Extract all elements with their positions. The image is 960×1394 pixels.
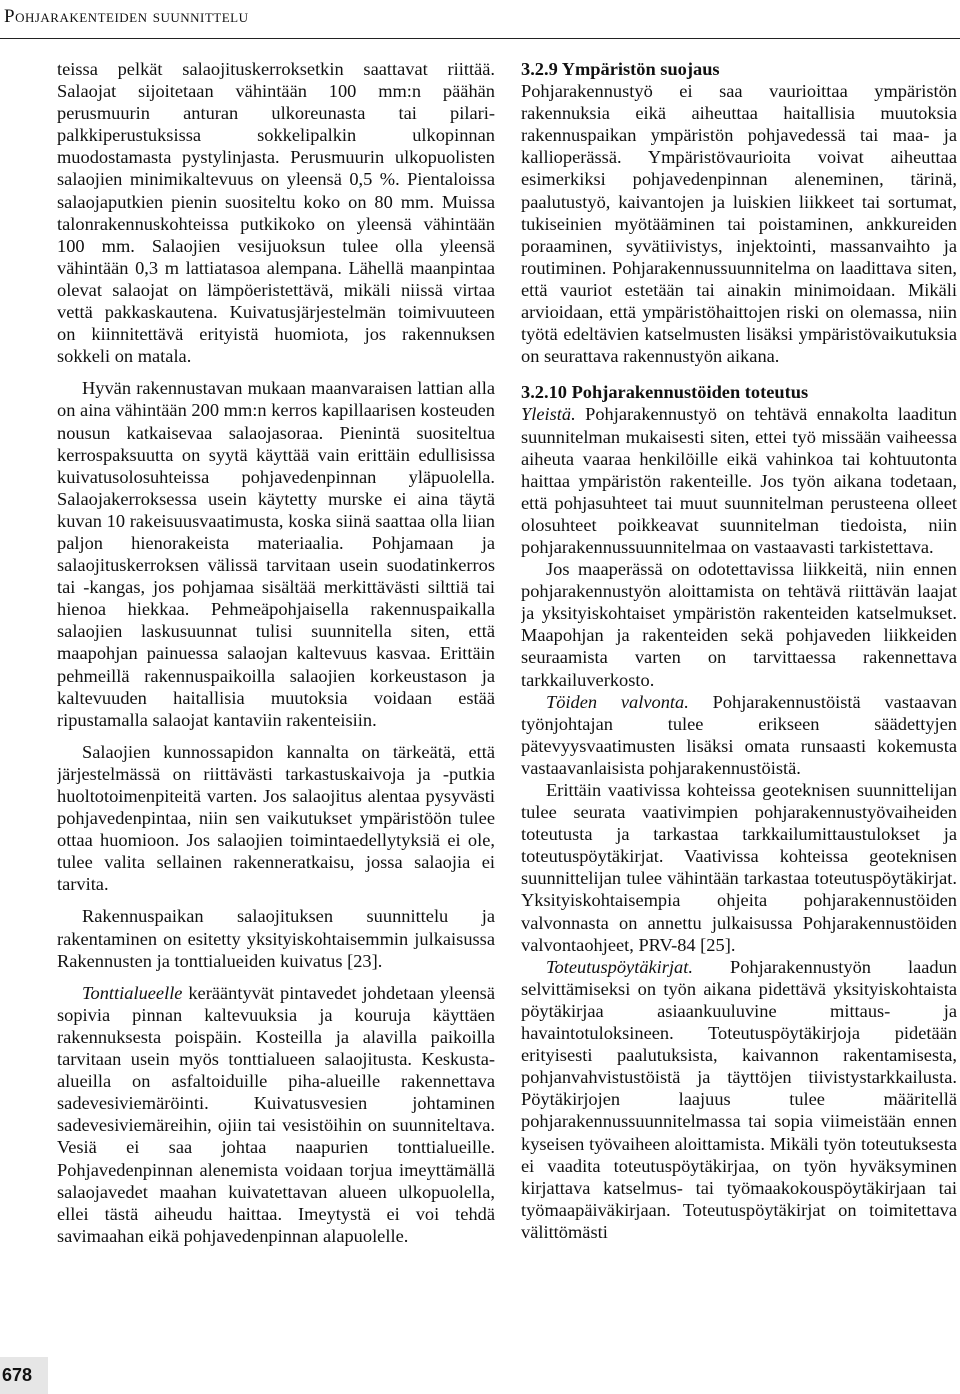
section-heading-3-2-9: 3.2.9 Ympäristön suojaus [521,59,720,79]
right-paragraph-5: Erittäin vaativissa kohteissa geoteknisen suunnittelijan tulee seurata vaativimpien pohjarakennustyövaiheiden toteutusta ja tarkastaa tarkkailumittaustulokset ja toteutuspöytäkirjat. Vaativissa kohteissa geoteknisen suunnittelijan tulee vähintään tarkastaa toteutuspöytäkirjat. Yksityiskohtaisempia ohjeita pohjarakennustöiden valvonnasta on annettu julkaisussa Pohjarakennustöiden valvontaohjeet, PRV-84 [25]. [521,780,957,955]
left-column [57,58,495,1390]
right-paragraph-3: Jos maaperässä on odotettavissa liikkeitä, niin ennen pohjarakennustyön aloittamista on tehtävä riittävän laajat ja yksityiskohtaiset ympäristön rakenteiden katselmukset. Maapohjan ja rakenteiden sekä pohjaveden liikkeiden seuraamista varten on tarvittaessa rakennettava tarkkailuverkosto. [521,559,957,690]
right-paragraph-2-body: Pohjarakennustyö on tehtävä ennakolta laaditun suunnitelman mukaisesti siten, ettei työ missään vaiheessa aiheuta vaaraa henkilöille eikä vahinkoa tai kohtuutonta haittaa ympäristön rakenteille. Jos työn aikana todetaan, että pohjasuhteet tai muut suunnitelman perusteena olleet olosuhteet poikkeavat suunnitelman tiedoista, niin pohjarakennussuunnitelmaa on vastaavasti tarkistettava. [521,404,957,557]
page-number: 678 [2,1365,33,1385]
right-paragraph-4-body: Pohjarakennustöistä vastaavan työnjohtajan tulee erikseen säädettyjen pätevyysvaatimusten lisäksi omata runsaasti kokemusta vastaavanlaisista pohjarakennustöistä. [521,691,957,778]
left-paragraph-2: Hyvän rakennustavan mukaan maanvaraisen lattian alla on aina vähintään 200 mm:n kerros kapillaarisen kosteuden nousun katkaisevaa salaojasoraa. Pienintä suositeltua kerrospaksuutta on syytä käyttää vain erittäin edullisissa kuivatusolosuhteissa pohjavedenpinnan yläpuolella. Salaojakerroksessa usein käytetty murske ei aina täytä kuvan 10 rakeisuusvaatimusta, koska siinä saattaa olla liian paljon hienorakeista materiaalia. Pohjamaan ja salaojituskerroksen välissä tarvitaan usein suodatinkerros tai -kangas, jos pohjamaa sisältää merkittävästi silttiä tai hienoa hiekkaa. Pehmeäpohjaisella rakennuspaikalla salaojien laskusuunnat tulisi suunnitella siten, että maapohjan painuessa salaojan kaltevuus kasvaa. Erittäin pehmeillä rakennuspaikoilla salaojien korkeustason ja kaltevuuden haitallisia muutoksia voidaan estää ripustamalla salaojat kantaviin rakenteisiin. [57,378,495,730]
right-paragraph-1: Pohjarakennustyö ei saa vaurioittaa ympäristön rakennuksia eikä aiheuttaa haitallisia muutoksia rakennuspaikan ympäristön pohjavedessä tai maa- ja kallioperässä. Ympäristövaurioita voivat aiheuttaa esimerkiksi pohjavedenpinnan aleneminen, tärinä, paalutustyö, kaivantojen ja luiskien liikkeet tai sortumat, tukiseinien myötääminen tai poistaminen, ankkureiden poraaminen, syvätiivistys, injektointi, massanvaihto ja routiminen. Pohjarakennussuunnitelma on laadittava siten, että vauriot estetään tai ainakin minimoidaan. Mikäli arvioidaan, että ympäristöhaittojen riski on olemassa, niin työtä edeltävien katselmusten lisäksi ympäristövaikutuksia on seurattava rakennustyön aikana. [521,81,957,367]
left-paragraph-3: Salaojien kunnossapidon kannalta on tärkeätä, että järjestelmässä on riittävästi tarkastuskaivoja ja -putkia huoltotoimenpiteitä varten. Jos salaojitus alentaa pysyvästi pohjavedenpintaa, niin sen vaikutukset ympäristöön tulee ottaa huomioon. Jos salaojien toimintaedellytyksiä ei ole, tulee valita sellainen rakenneratkaisu, jossa salaojia ei tarvita. [57,741,495,895]
page-number-tab [0,1357,48,1394]
left-paragraph-5-body: kerääntyvät pintavedet johdetaan yleensä sopivia pinnan kaltevuuksia ja kouruja käyttäen rakennuksesta poispäin. Kosteilla ja alavilla paikoilla tarvitaan usein myös tonttialueen salaojitusta. Keskusta-alueilla on asfaltoiduille piha-alueille rakennettava sadevesiviemäröinti. Kuivatusvesien johtaminen sadevesiviemäreihin, ojiin tai vesistöihin on suunniteltava. Vesiä ei saa johtaa naapurien tonttialueille. Pohjavedenpinnan alenemista voidaan torjua imeyttämällä salaojavedet maahan kuivatettavan alueen ulkopuolella, ellei tästä aiheudu haittaa. Imeytystä ei voi tehdä savimaahan eikä pohjavedenpinnan alapuolelle. [57,982,495,1246]
left-paragraph-5-lead: Tonttialueelle [82,982,183,1003]
right-column [521,58,957,1390]
left-paragraph-5 [57,982,495,1247]
right-paragraph-2 [521,403,957,558]
left-paragraph-4: Rakennuspaikan salaojituksen suunnittelu ja rakentaminen on esitetty yksityiskohtaisemmin julkaisussa Rakennusten ja tonttialueiden kuivatus [23]. [57,906,495,971]
right-paragraph-6-lead: Toteutuspöytäkirjat. [546,956,693,977]
left-paragraph-1: teissa pelkät salaojituskerroksetkin saattavat riittää. Salaojat sijoitetaan vähintään 100 mm:n päähän perusmuurin anturan ulkoreunasta tai pilari-palkkiperustuksissa sokkelipalkin ulkopinnan muodostamasta pystylinjasta. Perusmuurin ulkopuolisten salaojien minimikaltevuus on yleensä 0,5 %. Pientaloissa salaojaputkien pienin suositeltu koko on 80 mm. Muissa talonrakennuskohteissa putkikoko on yleensä vähintään 100 mm. Salaojien vesijuoksun tulee olla yleensä vähintään 0,3 m lattiatasoa alempana. Lähellä maanpintaa olevat salaojat on lämpöeristettävä, mikäli niissä virtaa vettä pakkaskautena. Kuivatusjärjestelmän toimivuuteen on kiinnitettävä erityistä huomiota, jos rakennuksen sokkeli on matala. [57,59,495,367]
running-title: Pohjarakenteiden suunnittelu [4,6,249,27]
right-paragraph-6 [521,956,957,1243]
running-header [0,0,960,39]
right-paragraph-2-lead: Yleistä. [521,404,576,425]
section-heading-3-2-10: 3.2.10 Pohjarakennustöiden toteutus [521,382,809,403]
right-paragraph-4-lead: Töiden valvonta. [546,691,689,712]
right-paragraph-4 [521,691,957,779]
right-paragraph-6-body: Pohjarakennustyön laadun selvittämiseksi on työn aikana pidettävä yksityiskohtaista pöytäkirjaa asiaankuuluvine mittaus- ja havaintotuloksineen. Toteutuspöytäkirjoja pidetään erityisesti paalutuksista, kaivannon rakentamisesta, pohjanvahvistustöistä ja täyttöjen tiivistystarkkailusta. Pöytäkirjojen laajuus tulee määritellä pohjarakennussuunnitelmassa tai sopia viimeistään ennen kyseisen työvaiheen aloittamista. Mikäli työn toteutuksesta ei vaadita toteutuspöytäkirjaa, on työn hyväksyminen kirjattava katselmus- tai työmaakokouspöytäkirjaan tai työmaapäiväkirjaan. Toteutuspöytäkirjat on toimitettava välittömästi [521,956,957,1242]
